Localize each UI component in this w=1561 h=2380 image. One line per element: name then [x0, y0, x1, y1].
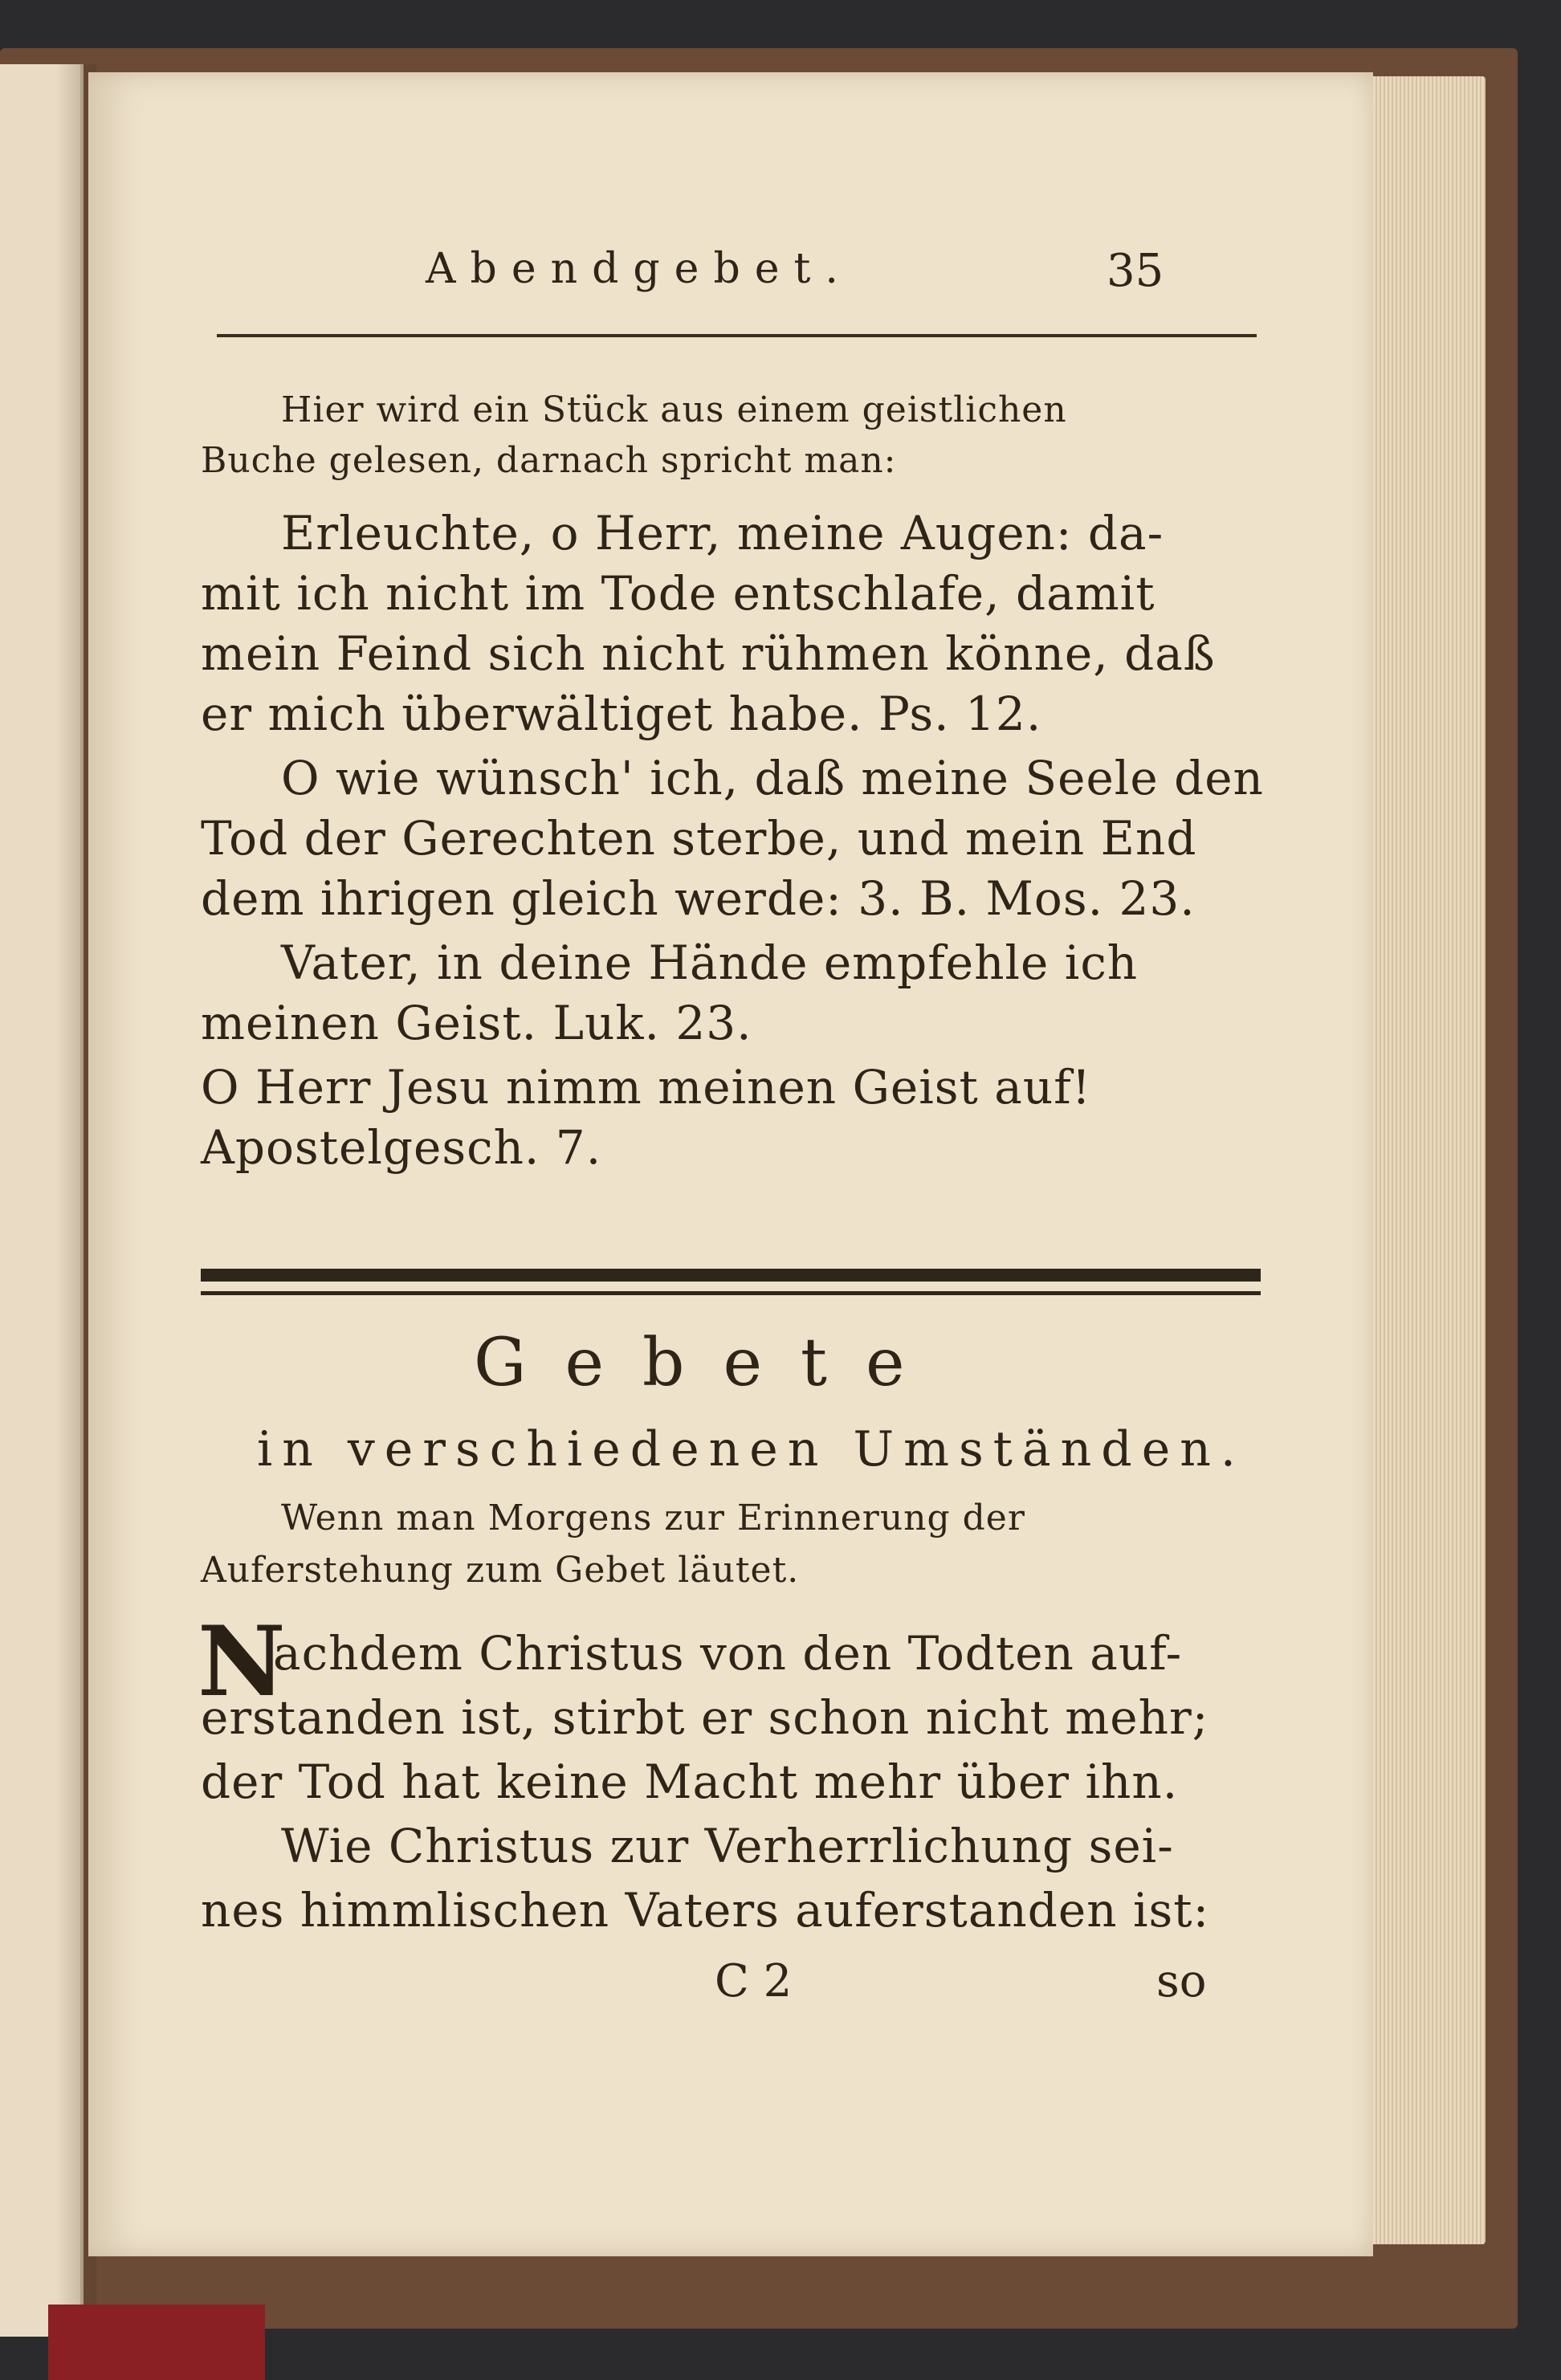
body-line: erstanden ist, stirbt er schon nicht mehr;	[201, 1690, 1209, 1745]
body-line: mein Feind sich nicht rühmen könne, daß	[201, 626, 1216, 681]
body-line: dem ihrigen gleich werde: 3. B. Mos. 23.	[201, 871, 1196, 926]
instruction-line: Wenn man Morgens zur Erinnerung der	[281, 1498, 1025, 1538]
body-line: O Herr Jesu nimm meinen Geist auf!	[201, 1060, 1092, 1115]
running-head: Abendgebet.	[426, 245, 853, 293]
body-line: achdem Christus von den Todten auf-	[273, 1626, 1183, 1681]
instruction-line: Buche gelesen, darnach spricht man:	[201, 440, 897, 481]
section-subheading: in verschiedenen Umständen.	[257, 1421, 1245, 1477]
red-bookmark	[48, 2305, 265, 2380]
body-line: Tod der Gerechten sterbe, und mein End	[201, 811, 1197, 866]
body-line: Wie Christus zur Verherrlichung sei-	[281, 1819, 1174, 1873]
instruction-line: Auferstehung zum Gebet läutet.	[201, 1550, 800, 1591]
body-line: Apostelgesch. 7.	[201, 1120, 602, 1175]
instruction-line: Hier wird ein Stück aus einem geistlichen	[281, 389, 1067, 430]
catchword: so	[1156, 1955, 1207, 2007]
body-line: meinen Geist. Luk. 23.	[201, 996, 752, 1050]
section-heading: Gebete	[474, 1325, 944, 1401]
body-line: Erleuchte, o Herr, meine Augen: da-	[281, 506, 1164, 560]
body-line: O wie wünsch' ich, daß meine Seele den	[281, 751, 1264, 805]
signature-mark: C 2	[715, 1955, 793, 2007]
body-line: nes himmlischen Vaters auferstanden ist:	[201, 1883, 1210, 1938]
section-rule-under	[201, 1291, 1261, 1295]
book-page	[88, 72, 1373, 2256]
header-rule	[217, 334, 1257, 337]
body-line: mit ich nicht im Tode entschlafe, damit	[201, 566, 1155, 621]
section-rule	[201, 1269, 1261, 1282]
page-edges	[1365, 76, 1486, 2244]
body-line: der Tod hat keine Macht mehr über ihn.	[201, 1754, 1179, 1809]
body-line: er mich überwältiget habe. Ps. 12.	[201, 687, 1042, 741]
page-number: 35	[1107, 245, 1164, 297]
drop-cap: N	[198, 1605, 286, 1718]
body-line: Vater, in deine Hände empfehle ich	[281, 935, 1139, 990]
